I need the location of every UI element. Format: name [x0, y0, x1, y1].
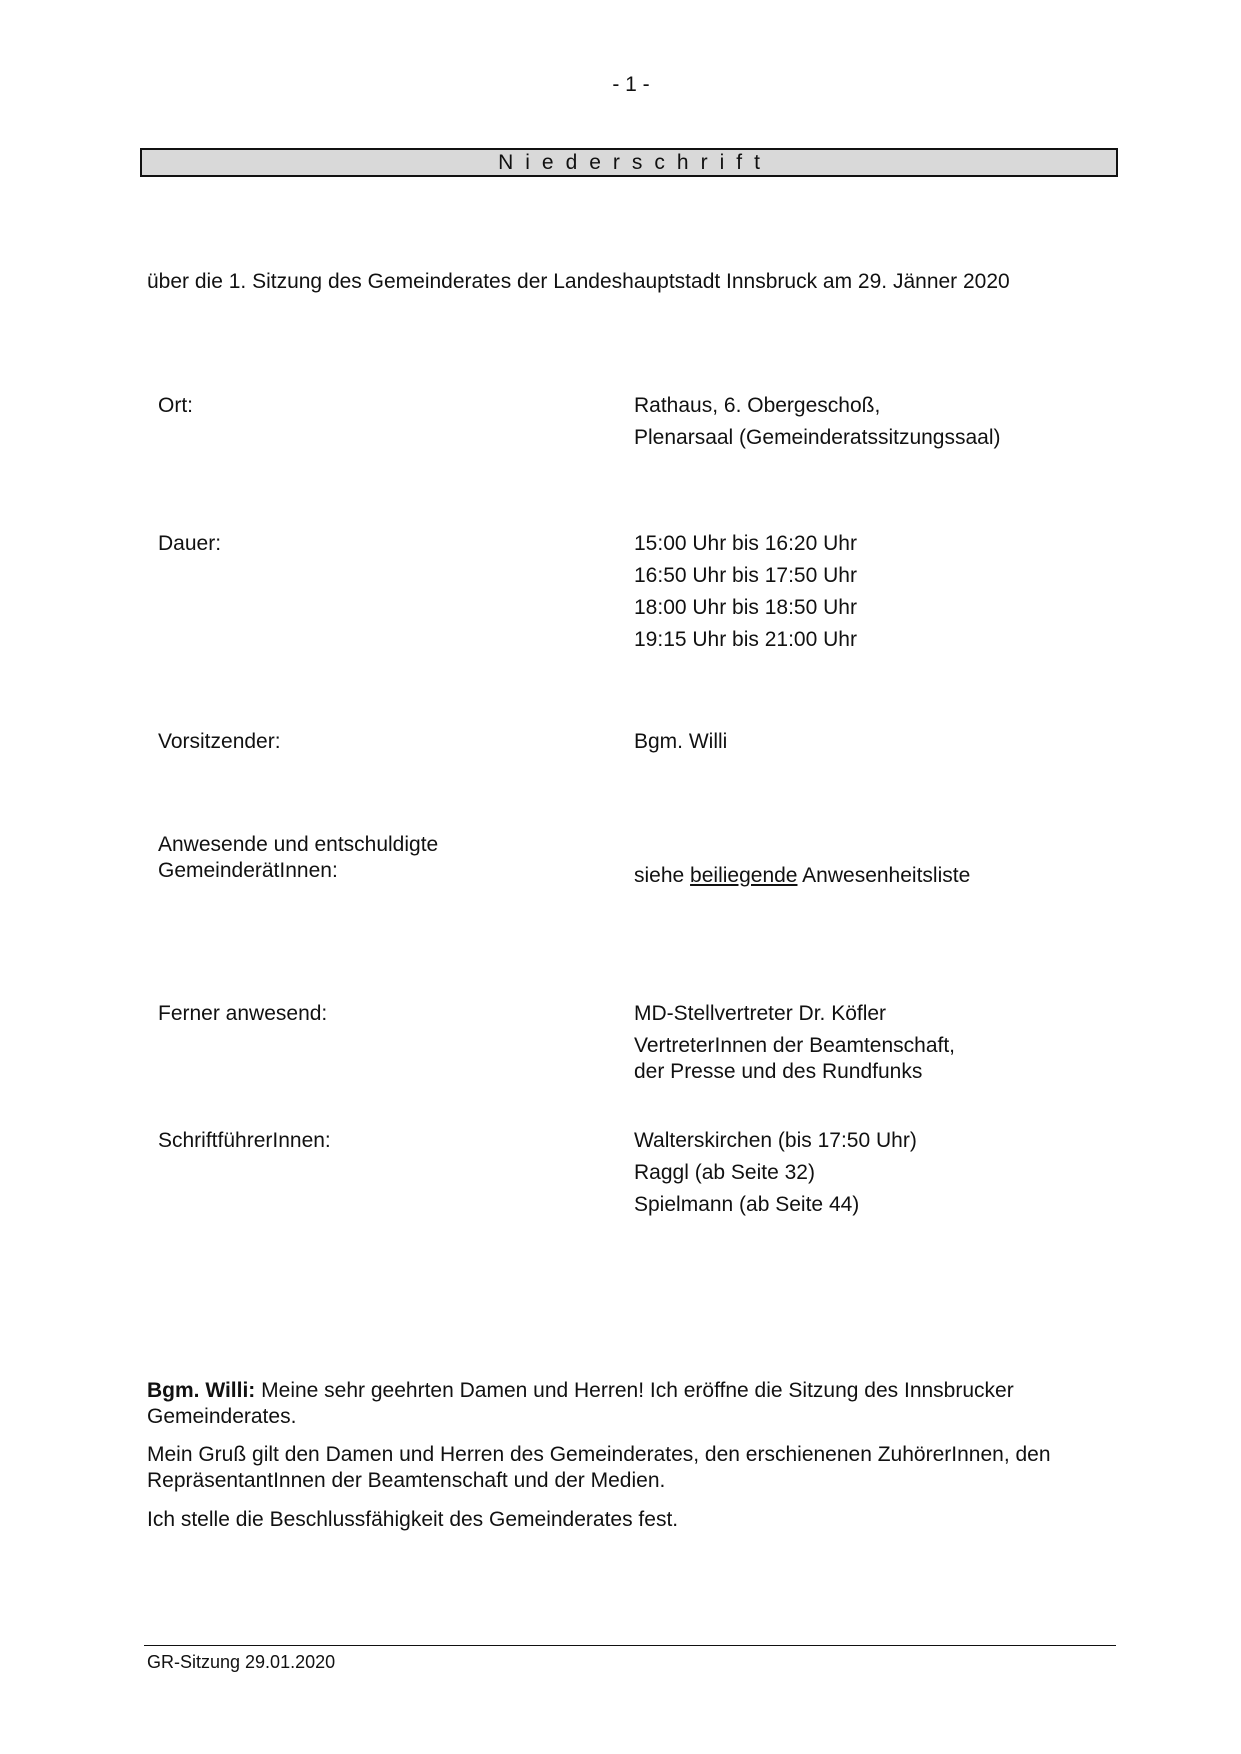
- dauer-line: 15:00 Uhr bis 16:20 Uhr: [634, 532, 857, 555]
- label-vorsitzender: Vorsitzender:: [158, 730, 281, 753]
- label-anwesende: [158, 832, 598, 884]
- speech-paragraph-2: Mein Gruß gilt den Damen und Herren des Gemeinderates, den erschienenen ZuhörerInnen, den RepräsentantInnen der Beamtenschaft und der Medien.: [147, 1443, 1051, 1492]
- page-number: - 1 -: [612, 73, 650, 96]
- anwesende-value: [634, 863, 1134, 889]
- label-ferner: Ferner anwesend:: [158, 1002, 328, 1025]
- ferner-line: der Presse und des Rundfunks: [634, 1060, 923, 1083]
- intro-text: über die 1. Sitzung des Gemeinderates der Landeshauptstadt Innsbruck am 29. Jänner 2020: [147, 270, 1010, 293]
- value-ferner: [634, 1001, 1134, 1091]
- document-title: Niederschrift: [140, 148, 1118, 177]
- value-ort: [634, 393, 1134, 457]
- value-anwesende: [634, 863, 1134, 895]
- speech-paragraph-1: [147, 1378, 1107, 1430]
- ort-line: Rathaus, 6. Obergeschoß,: [634, 394, 881, 417]
- anwesende-label-line: Anwesende und entschuldigte: [158, 833, 439, 856]
- label-dauer: Dauer:: [158, 532, 222, 555]
- anwesende-label-line: GemeinderätInnen:: [158, 859, 338, 882]
- anwesende-prefix: siehe: [634, 864, 685, 887]
- value-vorsitzender: [634, 729, 1134, 761]
- footer-text: GR-Sitzung 29.01.2020: [147, 1652, 336, 1672]
- speaker-name: Bgm. Willi:: [147, 1379, 256, 1402]
- anwesende-suffix: Anwesenheitsliste: [802, 864, 971, 887]
- schriftfuehrer-line: Walterskirchen (bis 17:50 Uhr): [634, 1129, 917, 1152]
- dauer-line: 19:15 Uhr bis 21:00 Uhr: [634, 628, 857, 651]
- speech-paragraph-3: Ich stelle die Beschlussfähigkeit des Gemeinderates fest.: [147, 1508, 679, 1531]
- footer-divider: [144, 1645, 1116, 1646]
- vorsitzender-name: Bgm. Willi: [634, 730, 728, 753]
- schriftfuehrer-line: Spielmann (ab Seite 44): [634, 1193, 860, 1216]
- dauer-line: 16:50 Uhr bis 17:50 Uhr: [634, 564, 857, 587]
- speech-text: Meine sehr geehrten Damen und Herren! Ich eröffne die Sitzung des Innsbrucker Gemeinderates.: [147, 1379, 1014, 1428]
- dauer-line: 18:00 Uhr bis 18:50 Uhr: [634, 596, 857, 619]
- value-schriftfuehrer: [634, 1128, 1134, 1224]
- schriftfuehrer-line: Raggl (ab Seite 32): [634, 1161, 815, 1184]
- ort-line: Plenarsaal (Gemeinderatssitzungssaal): [634, 426, 1001, 449]
- label-ort: Ort:: [158, 394, 193, 417]
- ferner-line: VertreterInnen der Beamtenschaft,: [634, 1034, 956, 1057]
- ferner-line: MD-Stellvertreter Dr. Köfler: [634, 1002, 887, 1025]
- label-schriftfuehrer: SchriftführerInnen:: [158, 1129, 331, 1152]
- value-dauer: [634, 531, 1134, 659]
- beiliegende-link: beiliegende: [690, 864, 798, 887]
